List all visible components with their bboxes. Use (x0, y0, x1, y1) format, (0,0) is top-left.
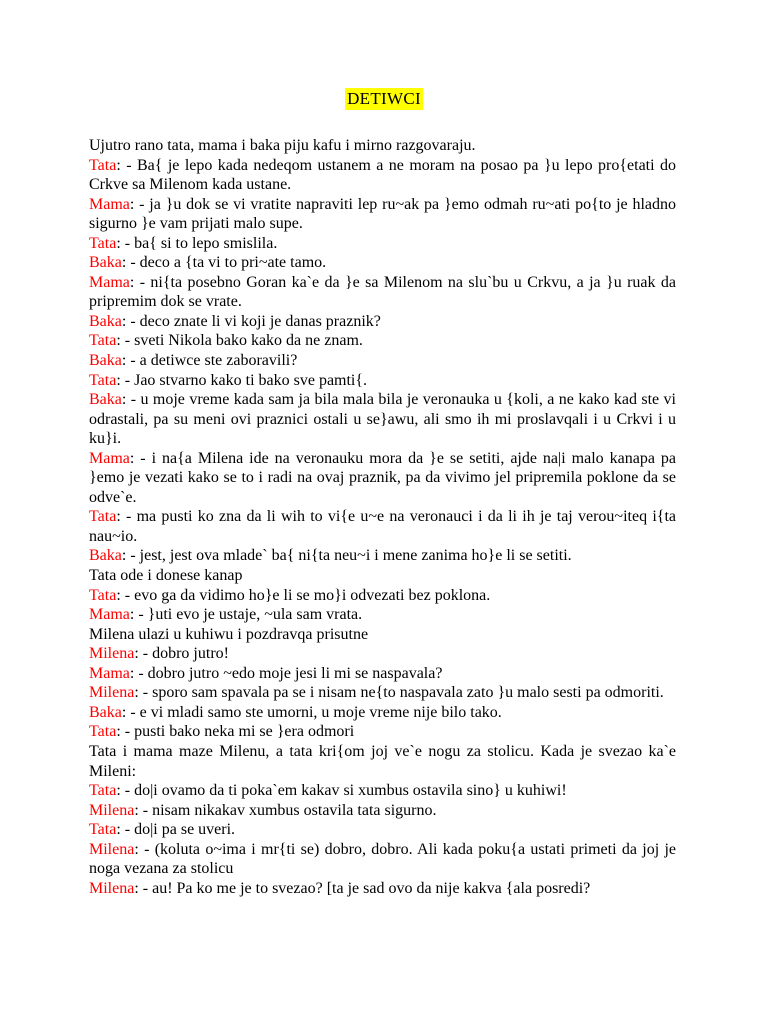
paragraph-text: Ujutro rano tata, mama i baka piju kafu i mirno razgovaraju. (89, 137, 476, 154)
dialogue-paragraph (89, 566, 676, 586)
dialogue-paragraph (89, 722, 676, 742)
speaker-name: Tata (89, 332, 117, 350)
speaker-name: Mama (89, 449, 130, 467)
paragraph-text: : - ni{ta posebno Goran ka`e da }e sa Milenom na slu`bu u Crkvu, a ja }u ruak da pripremim dok se vrate. (89, 273, 676, 311)
dialogue-paragraph (89, 605, 676, 625)
speaker-name: Tata (89, 586, 117, 604)
dialogue-paragraph (89, 820, 676, 840)
speaker-name: Mama (89, 664, 130, 682)
paragraph-text: : - ba{ si to lepo smislila. (116, 234, 278, 252)
dialogue-paragraph (89, 449, 676, 508)
dialogue-paragraph (89, 253, 676, 273)
paragraph-text: : - sporo sam spavala pa se i nisam ne{to naspavala zato }u malo sesti pa odmoriti. (134, 684, 664, 702)
speaker-name: Baka (89, 352, 122, 370)
paragraph-text: : - pusti bako neka mi se }era odmori (116, 723, 355, 741)
speaker-name: Baka (89, 391, 122, 409)
paragraph-text: : - ja }u dok se vi vratite napraviti lep ru~ak pa }emo odmah ru~ati po{to je hladno sigurno }e vam prijati malo supe. (89, 195, 676, 233)
dialogue-paragraph (89, 546, 676, 566)
speaker-name: Tata (89, 234, 117, 252)
speaker-name: Tata (89, 821, 117, 839)
paragraph-text: Tata ode i donese kanap (89, 567, 243, 585)
dialogue-paragraph (89, 390, 676, 449)
paragraph-text: : - sveti Nikola bako kako da ne znam. (116, 332, 363, 350)
dialogue-paragraph (89, 371, 676, 391)
dialogue-paragraph (89, 273, 676, 312)
dialogue-paragraph (89, 840, 676, 879)
speaker-name: Milena (89, 645, 135, 663)
dialogue-paragraph (89, 331, 676, 351)
dialogue-paragraph (89, 507, 676, 546)
dialogue-paragraph (89, 703, 676, 723)
paragraph-text: : - i na{a Milena ide na veronauku mora da }e se setiti, ajde na|i malo kanapa pa }emo je vezati kako se to i radi na ovaj praznik, pa da vivimo jel pripremila poklone da se odve`e. (89, 449, 676, 506)
paragraph-text: Milena ulazi u kuhiwu i pozdravqa prisutne (89, 625, 369, 643)
dialogue-paragraph (89, 351, 676, 371)
dialogue-paragraph (89, 644, 676, 664)
speaker-name: Baka (89, 547, 122, 565)
dialogue-paragraph (89, 136, 676, 156)
speaker-name: Mama (89, 195, 130, 213)
dialogue-paragraph (89, 586, 676, 606)
dialogue-paragraph (89, 195, 676, 234)
paragraph-text: : - Ba{ je lepo kada nedeqom ustanem a ne moram na posao pa }u lepo pro{etati do Crkve sa Milenom kada ustane. (89, 156, 676, 194)
document-body (89, 136, 676, 898)
paragraph-text: : - do|i ovamo da ti poka`em kakav si xumbus ostavila sino} u kuhiwi! (116, 782, 567, 800)
speaker-name: Tata (89, 156, 117, 174)
speaker-name: Baka (89, 254, 122, 272)
dialogue-paragraph (89, 664, 676, 684)
speaker-name: Tata (89, 508, 117, 526)
document-title: DETIWCI (347, 89, 421, 108)
paragraph-text: : - dobro jutro ~edo moje jesi li mi se naspavala? (129, 664, 443, 682)
paragraph-text: : - evo ga da vidimo ho}e li se mo}i odvezati bez poklona. (116, 586, 491, 604)
speaker-name: Tata (89, 782, 117, 800)
speaker-name: Milena (89, 801, 135, 819)
paragraph-text: : - au! Pa ko me je to svezao? [ta je sad ovo da nije kakva {ala posredi? (134, 879, 591, 897)
paragraph-text: : - (koluta o~ima i mr{ti se) dobro, dobro. Ali kada poku{a ustati primeti da joj je noga vezana za stolicu (89, 840, 676, 878)
dialogue-paragraph (89, 312, 676, 332)
speaker-name: Milena (89, 879, 135, 897)
speaker-name: Milena (89, 840, 135, 858)
paragraph-text: : - deco a {ta vi to pri~ate tamo. (121, 254, 327, 272)
paragraph-text: : - u moje vreme kada sam ja bila mala bila je veronauka u {koli, a ne kako kad ste vi odrastali, pa su meni ovi praznici ostali u se}awu, ali smo ih mi proslavqali i u Crkvi i u ku}i. (89, 391, 676, 448)
dialogue-paragraph (89, 234, 676, 254)
dialogue-paragraph (89, 683, 676, 703)
speaker-name: Tata (89, 371, 117, 389)
speaker-name: Baka (89, 703, 122, 721)
paragraph-text: : - deco znate li vi koji je danas praznik? (121, 312, 381, 330)
dialogue-paragraph (89, 801, 676, 821)
dialogue-paragraph (89, 781, 676, 801)
title-wrapper (0, 88, 768, 110)
dialogue-paragraph (89, 742, 676, 781)
speaker-name: Baka (89, 312, 122, 330)
speaker-name: Mama (89, 606, 130, 624)
dialogue-paragraph (89, 156, 676, 195)
paragraph-text: : - nisam nikakav xumbus ostavila tata sigurno. (134, 801, 437, 819)
paragraph-text: : - jest, jest ova mlade` ba{ ni{ta neu~i i mene zanima ho}e li se setiti. (121, 547, 572, 565)
paragraph-text: : - do|i pa se uveri. (116, 821, 236, 839)
speaker-name: Milena (89, 684, 135, 702)
paragraph-text: : - dobro jutro! (134, 645, 229, 663)
paragraph-text: Tata i mama maze Milenu, a tata kri{om joj ve`e nogu za stolicu. Kada je svezao ka`e Mileni: (89, 742, 676, 780)
paragraph-text: : - a detiwce ste zaboravili? (121, 352, 298, 370)
speaker-name: Tata (89, 723, 117, 741)
paragraph-text: : - Jao stvarno kako ti bako sve pamti{. (116, 371, 368, 389)
paragraph-text: : - }uti evo je ustaje, ~ula sam vrata. (129, 606, 363, 624)
dialogue-paragraph (89, 879, 676, 899)
dialogue-paragraph (89, 625, 676, 645)
paragraph-text: : - ma pusti ko zna da li wih to vi{e u~e na veronauci i da li ih je taj verou~iteq i{ta nau~io. (89, 508, 676, 545)
speaker-name: Mama (89, 273, 130, 291)
paragraph-text: : - e vi mladi samo ste umorni, u moje vreme nije bilo tako. (121, 703, 502, 721)
